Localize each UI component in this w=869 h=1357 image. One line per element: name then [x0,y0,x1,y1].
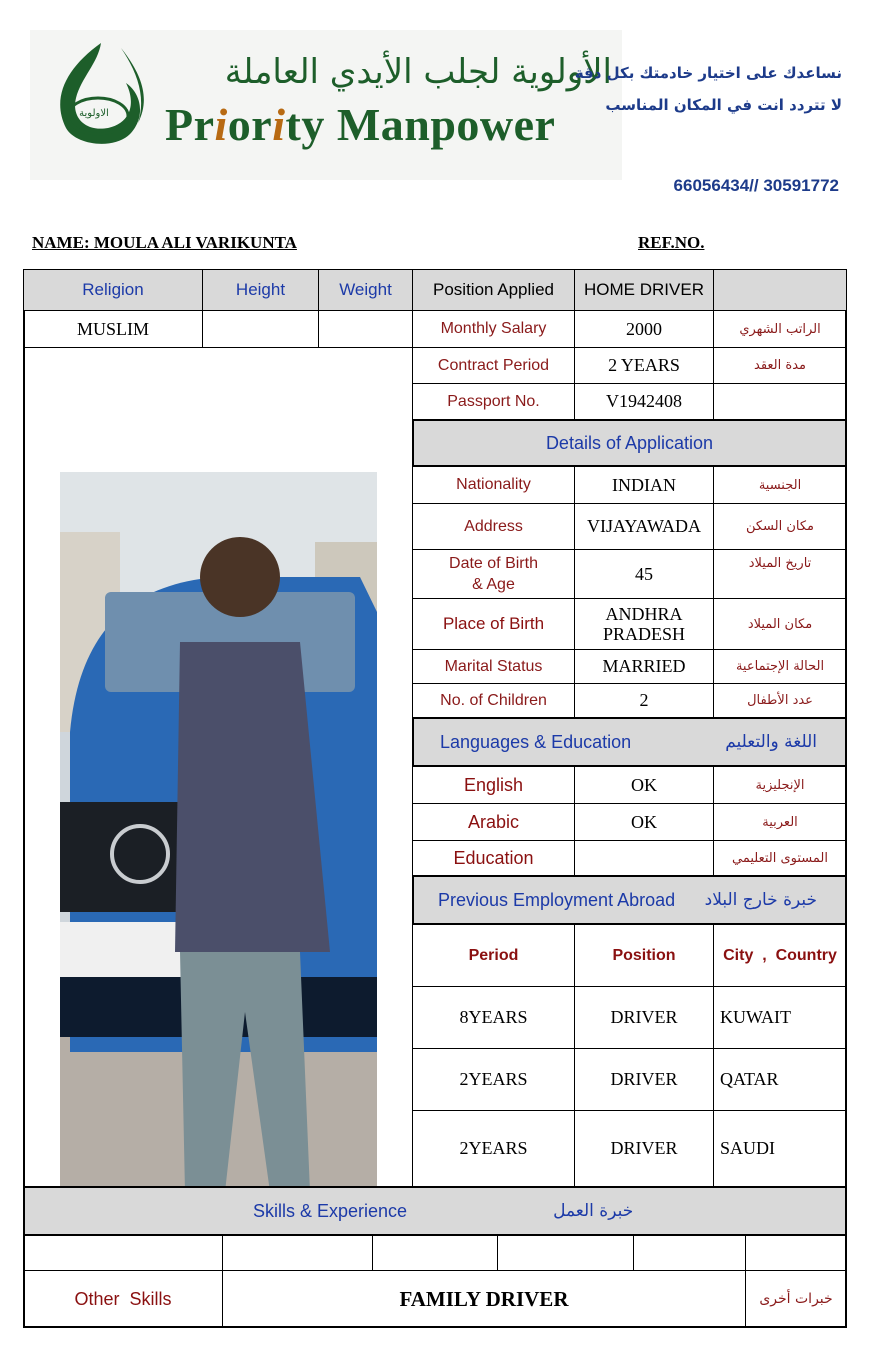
tagline-line-1: نساعدك على اختيار خادمتك بكل دقة [574,64,842,82]
children-label: No. of Children [412,683,575,718]
other-skills-ar: خبرات أخرى [745,1270,847,1328]
logo-part: or [227,99,273,150]
address-label: Address [412,503,575,550]
logo-english-name [165,98,555,151]
skills-title-ar: خبرة العمل [553,1201,634,1221]
phone-numbers: 66056434// 30591772 [673,176,839,195]
employment-position: DRIVER [574,1048,714,1111]
marital-value: MARRIED [574,649,714,684]
position-col-header: Position [574,924,714,987]
nationality-ar: الجنسية [713,466,847,504]
employment-period: 2YEARS [412,1048,575,1111]
languages-title-ar: اللغة والتعليم [725,732,817,752]
dob-label: Date of Birth & Age [412,549,575,599]
address-value: VIJAYAWADA [574,503,714,550]
employment-title: Previous Employment Abroad [438,889,676,910]
other-skills-value: FAMILY DRIVER [222,1270,746,1328]
position-applied-label: Position Applied [412,269,575,311]
skills-blank-cell [745,1235,847,1271]
salary-ar: الراتب الشهري [713,310,847,348]
salary-label: Monthly Salary [412,310,575,348]
position-applied-value: HOME DRIVER [574,269,714,311]
address-ar: مكان السكن [713,503,847,550]
passport-label: Passport No. [412,383,575,420]
nationality-value: INDIAN [574,466,714,504]
languages-section-header [412,717,847,767]
english-ar: الإنجليزية [713,766,847,804]
photo-frame [23,347,413,1187]
candidate-name: NAME: MOULA ALI VARIKUNTA [32,233,297,252]
passport-ar [713,383,847,420]
skills-blank-cell [222,1235,373,1271]
logo-part: Pr [165,99,215,150]
employment-country: QATAR [713,1048,847,1111]
pob-ar: مكان الميلاد [713,598,847,650]
skills-section-header [23,1186,847,1236]
arabic-label: Arabic [412,803,575,841]
other-skills-label: Other Skills [23,1270,223,1328]
arabic-value: OK [574,803,714,841]
contract-value: 2 YEARS [574,347,714,384]
position-applied-ar [713,269,847,311]
weight-header: Weight [318,269,413,311]
weight-value [318,310,413,348]
religion-value: MUSLIM [23,310,203,348]
english-label: English [412,766,575,804]
education-label: Education [412,840,575,876]
logo-arabic-name: الأولوية لجلب الأيدي العاملة [224,52,612,92]
details-section-header: Details of Application [412,419,847,467]
arabic-ar: العربية [713,803,847,841]
contract-ar: مدة العقد [713,347,847,384]
height-value [202,310,319,348]
employment-period: 2YEARS [412,1110,575,1187]
skills-blank-cell [497,1235,634,1271]
education-ar: المستوى التعليمي [713,840,847,876]
logo-part: ty Manpower [285,99,556,150]
religion-header: Religion [23,269,203,311]
skills-blank-cell [372,1235,498,1271]
education-value [574,840,714,876]
logo-accent-letter: i [214,99,228,150]
employment-title-ar: خبرة خارج البلاد [704,890,817,910]
salary-value: 2000 [574,310,714,348]
pob-label: Place of Birth [412,598,575,650]
marital-label: Marital Status [412,649,575,684]
children-ar: عدد الأطفال [713,683,847,718]
logo-seal-text: الاولوية [79,108,109,119]
ref-no-label: REF.NO. [638,233,705,252]
skills-blank-cell [23,1235,223,1271]
contract-label: Contract Period [412,347,575,384]
nationality-label: Nationality [412,466,575,504]
cv-form [23,269,847,1328]
city-country-col-header: City , Country [713,924,847,987]
marital-ar: الحالة الإجتماعية [713,649,847,684]
employment-country: SAUDI [713,1110,847,1187]
employment-country: KUWAIT [713,986,847,1049]
pob-value: ANDHRA PRADESH [574,598,714,650]
children-value: 2 [574,683,714,718]
tagline-line-2: لا تتردد انت في المكان المناسب [605,96,842,114]
period-col-header: Period [412,924,575,987]
candidate-photo [60,472,377,1217]
passport-value: V1942408 [574,383,714,420]
dob-value: 45 [574,549,714,599]
languages-title: Languages & Education [440,731,632,752]
employment-period: 8YEARS [412,986,575,1049]
employment-position: DRIVER [574,986,714,1049]
employment-position: DRIVER [574,1110,714,1187]
dob-ar: تاريخ الميلاد [713,549,847,599]
height-header: Height [202,269,319,311]
logo-accent-letter: i [272,99,286,150]
employment-section-header [412,875,847,925]
english-value: OK [574,766,714,804]
logo-banner [30,30,622,180]
skills-title: Skills & Experience [253,1200,408,1221]
skills-blank-cell [633,1235,746,1271]
